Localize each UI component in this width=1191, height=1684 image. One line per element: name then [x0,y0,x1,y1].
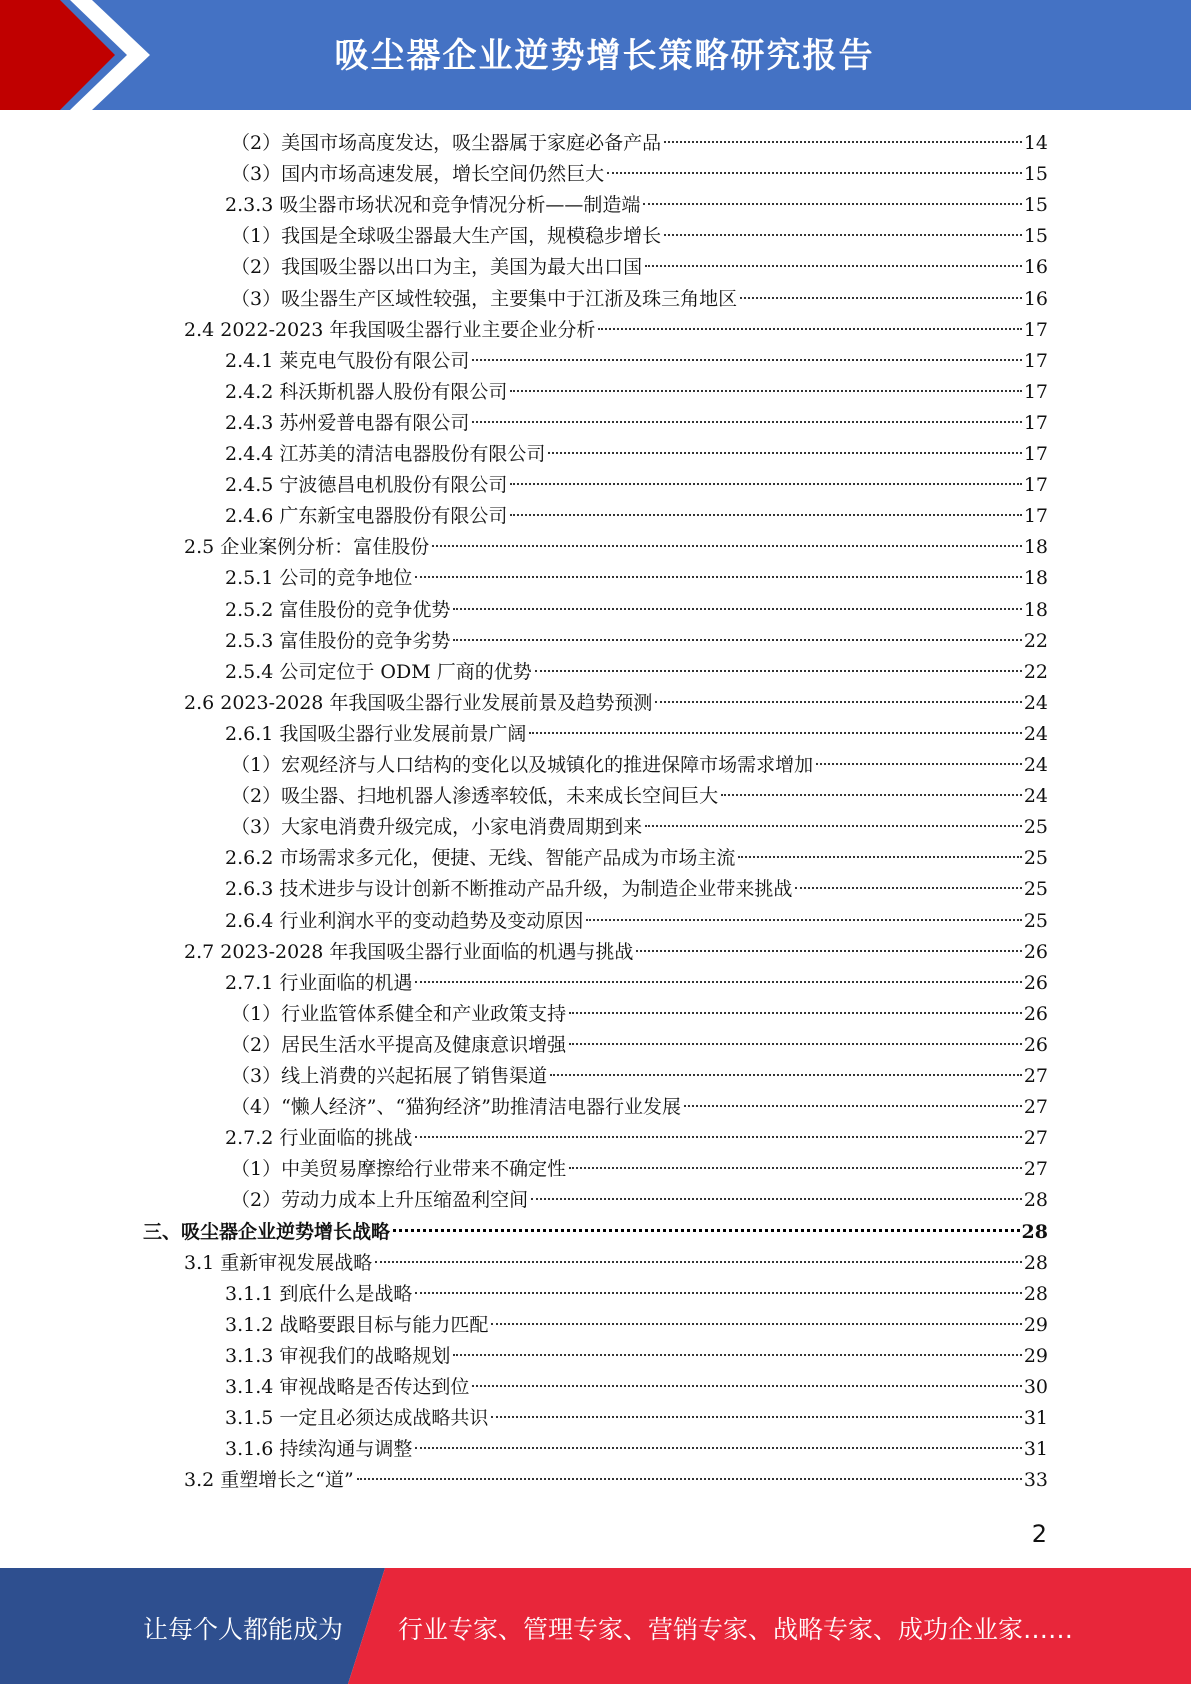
toc-entry-title: （2）美国市场高度发达，吸尘器属于家庭必备产品 [231,132,662,154]
toc-entry[interactable] [231,159,1048,190]
toc-entry-page: 27 [1023,1096,1048,1119]
toc-entry-page: 24 [1023,785,1048,808]
toc-entry-title: 2.6 2023-2028 年我国吸尘器行业发展前景及趋势预测 [184,691,653,714]
toc-entry[interactable] [225,1403,1048,1434]
toc-entry-title: 2.4.3 苏州爱普电器有限公司 [225,411,470,434]
toc-leader-dots [510,483,1021,485]
toc-entry-page: 33 [1023,1469,1048,1492]
toc-leader-dots [664,141,1022,143]
toc-entry[interactable] [231,812,1048,843]
toc-entry[interactable] [184,937,1048,968]
toc-entry[interactable] [231,750,1048,781]
toc-entry[interactable] [225,1310,1048,1341]
toc-entry-title: 3.1 重新审视发展战略 [184,1251,373,1274]
toc-leader-dots [598,328,1021,330]
toc-entry-page: 25 [1023,878,1048,901]
toc-entry-page: 29 [1023,1313,1048,1336]
toc-entry-title: （3）吸尘器生产区域性较强，主要集中于江浙及珠三角地区 [231,287,738,310]
toc-entry-title: 三、吸尘器企业逆势增长战略 [143,1220,391,1243]
toc-entry[interactable] [225,346,1048,377]
toc-entry-title: （1）宏观经济与人口结构的变化以及城镇化的推进保障市场需求增加 [231,754,814,776]
toc-entry-page: 30 [1023,1376,1048,1398]
toc-entry-page: 17 [1023,474,1048,497]
toc-entry[interactable] [225,595,1048,626]
toc-leader-dots [548,452,1021,454]
toc-entry[interactable] [184,532,1048,563]
toc-entry-title: 3.1.1 到底什么是战略 [225,1282,413,1305]
toc-entry-page: 24 [1023,691,1048,714]
toc-entry-title: 2.4.1 莱克电气股份有限公司 [225,349,470,372]
toc-entry-page: 25 [1023,909,1048,932]
toc-entry-title: 2.4.4 江苏美的清洁电器股份有限公司 [225,443,546,465]
toc-leader-dots [510,514,1021,516]
toc-leader-dots [655,701,1021,703]
toc-entry[interactable] [143,1217,1048,1248]
toc-entry-page: 27 [1023,1127,1048,1150]
toc-entry[interactable] [225,501,1048,532]
toc-entry[interactable] [184,688,1048,719]
toc-entry-page: 17 [1023,505,1048,528]
toc-leader-dots [415,576,1021,578]
toc-entry-title: 2.7.1 行业面临的机遇 [225,971,413,994]
toc-leader-dots [645,265,1022,267]
toc-entry[interactable] [231,781,1048,812]
toc-leader-dots [453,1354,1021,1356]
toc-entry-page: 26 [1023,1033,1048,1056]
toc-entry[interactable] [225,906,1048,937]
toc-leader-dots [357,1478,1022,1480]
toc-leader-dots [645,825,1022,827]
toc-entry-title: 3.1.2 战略要跟目标与能力匹配 [225,1313,489,1336]
toc-entry-title: 2.5 企业案例分析：富佳股份 [184,536,430,559]
toc-entry[interactable] [225,843,1048,874]
toc-entry[interactable] [225,408,1048,439]
toc-entry-page: 24 [1023,722,1048,745]
toc-entry-page: 27 [1023,1158,1048,1181]
toc-leader-dots [721,794,1022,796]
report-title: 吸尘器企业逆势增长策略研究报告 [334,36,875,76]
toc-entry-title: （1）行业监管体系健全和产业政策支持 [231,1002,567,1025]
toc-entry-title: 3.1.5 一定且必须达成战略共识 [225,1407,489,1430]
toc-entry-page: 22 [1023,629,1048,652]
toc-leader-dots [415,1136,1021,1138]
toc-leader-dots [375,1261,1022,1263]
toc-leader-dots [491,1323,1021,1325]
toc-entry-page: 31 [1023,1438,1048,1461]
toc-entry-page: 25 [1023,847,1048,870]
toc-entry[interactable] [231,999,1048,1030]
toc-leader-dots [684,1105,1022,1107]
toc-entry-title: （3）大家电消费升级完成，小家电消费周期到来 [231,816,643,839]
toc-entry-title: （3）线上消费的兴起拓展了销售渠道 [231,1065,548,1087]
toc-entry-page: 25 [1023,816,1048,839]
toc-entry-page: 28 [1023,1189,1048,1212]
toc-entry-title: 2.4.6 广东新宝电器股份有限公司 [225,505,508,528]
toc-leader-dots [415,981,1021,983]
toc-leader-dots [472,359,1021,361]
toc-entry-title: （2）劳动力成本上升压缩盈利空间 [231,1189,529,1212]
toc-entry-page: 18 [1023,598,1048,621]
toc-entry-page: 26 [1023,1002,1048,1025]
toc-leader-dots [472,1385,1021,1387]
toc-entry-page: 16 [1023,287,1048,310]
toc-leader-dots [453,608,1021,610]
toc-entry[interactable] [225,190,1048,221]
toc-leader-dots [415,1292,1021,1294]
toc-entry-title: （2）吸尘器、扫地机器人渗透率较低，未来成长空间巨大 [231,785,719,808]
page-footer [0,1568,1191,1684]
toc-entry-title: 2.5.2 富佳股份的竞争优势 [225,598,451,621]
toc-leader-dots [795,887,1021,889]
page-header [0,0,1191,110]
toc-entry-page: 17 [1023,411,1048,434]
toc-entry-page: 15 [1023,163,1048,186]
toc-leader-dots [393,1229,1020,1232]
toc-entry-page: 15 [1023,225,1048,248]
toc-entry-page: 16 [1023,256,1048,279]
toc-entry-title: （3）国内市场高速发展，增长空间仍然巨大 [231,163,605,186]
toc-entry-page: 17 [1023,380,1048,403]
toc-entry-page: 26 [1023,971,1048,994]
toc-leader-dots [607,172,1022,174]
toc-leader-dots [535,670,1022,672]
toc-entry-page: 29 [1023,1344,1048,1367]
toc-entry-title: （1）我国是全球吸尘器最大生产国，规模稳步增长 [231,225,662,248]
toc-entry[interactable] [225,719,1048,750]
toc-leader-dots [415,1447,1021,1449]
toc-entry[interactable] [184,1465,1048,1496]
toc-entry-title: 2.6.2 市场需求多元化，便捷、无线、智能产品成为市场主流 [225,847,736,870]
toc-entry-page: 17 [1023,318,1048,341]
toc-leader-dots [664,234,1022,236]
toc-entry[interactable] [231,1061,1048,1092]
footer-slogan-right: 行业专家、管理专家、营销专家、战略专家、成功企业家…… [398,1615,1074,1644]
toc-leader-dots [472,421,1021,423]
toc-entry-title: 3.1.4 审视战略是否传达到位 [225,1376,470,1398]
toc-entry[interactable] [184,1248,1048,1279]
toc-entry-page: 27 [1023,1065,1048,1087]
toc-entry-title: 2.3.3 吸尘器市场状况和竞争情况分析——制造端 [225,194,641,217]
toc-entry-title: 2.5.1 公司的竞争地位 [225,567,413,590]
toc-leader-dots [816,763,1022,765]
toc-entry-title: 2.4 2022-2023 年我国吸尘器行业主要企业分析 [184,318,596,341]
toc-entry[interactable] [231,1030,1048,1061]
toc-entry-page: 14 [1023,132,1048,154]
toc-entry[interactable] [231,284,1048,315]
toc-entry-title: 2.7.2 行业面临的挑战 [225,1127,413,1150]
toc-entry[interactable] [231,128,1048,159]
toc-leader-dots [531,1198,1022,1200]
toc-entry[interactable] [225,470,1048,501]
toc-entry-page: 28 [1021,1220,1048,1243]
toc-leader-dots [491,1416,1021,1418]
toc-entry-page: 22 [1023,660,1048,683]
toc-entry[interactable] [225,626,1048,657]
toc-entry[interactable] [231,221,1048,252]
toc-entry[interactable] [225,1372,1048,1403]
toc-entry-title: 2.4.5 宁波德昌电机股份有限公司 [225,474,508,497]
toc-entry[interactable] [225,657,1048,688]
toc-entry[interactable] [231,1154,1048,1185]
toc-entry-page: 18 [1023,536,1048,559]
toc-entry-title: （2）居民生活水平提高及健康意识增强 [231,1033,567,1056]
toc-entry-title: 3.1.6 持续沟通与调整 [225,1438,413,1461]
toc-entry-page: 18 [1023,567,1048,590]
toc-entry[interactable] [225,1279,1048,1310]
toc-entry-title: （2）我国吸尘器以出口为主，美国为最大出口国 [231,256,643,279]
toc-entry-title: 2.5.3 富佳股份的竞争劣势 [225,629,451,652]
toc-entry-title: 2.4.2 科沃斯机器人股份有限公司 [225,380,508,403]
toc-entry[interactable] [184,315,1048,346]
toc-entry-title: 3.2 重塑增长之“道” [184,1469,354,1492]
toc-entry-title: 2.6.3 技术进步与设计创新不断推动产品升级，为制造企业带来挑战 [225,878,793,901]
toc-entry-page: 28 [1023,1251,1048,1274]
toc-entry-page: 31 [1023,1407,1048,1430]
toc-entry-title: （1）中美贸易摩擦给行业带来不确定性 [231,1158,567,1181]
toc-entry-title: 3.1.3 审视我们的战略规划 [225,1344,451,1367]
toc-leader-dots [432,545,1022,547]
toc-entry[interactable] [225,563,1048,594]
toc-entry-page: 17 [1023,443,1048,465]
toc-leader-dots [740,297,1022,299]
toc-entry[interactable] [225,1341,1048,1372]
toc-entry[interactable] [225,377,1048,408]
toc-leader-dots [643,203,1021,205]
toc-entry[interactable] [225,439,1048,470]
toc-leader-dots [529,732,1021,734]
footer-slogan-left: 让每个人都能成为 [143,1615,344,1644]
toc-entry[interactable] [225,874,1048,905]
toc-entry[interactable] [231,1185,1048,1216]
toc-entry[interactable] [231,1092,1048,1123]
toc-leader-dots [550,1074,1022,1076]
toc-entry[interactable] [231,252,1048,283]
toc-entry-title: 2.6.4 行业利润水平的变动趋势及变动原因 [225,909,584,932]
toc-entry[interactable] [225,1434,1048,1465]
toc-entry[interactable] [225,1123,1048,1154]
toc-leader-dots [453,639,1021,641]
toc-entry-title: 2.6.1 我国吸尘器行业发展前景广阔 [225,722,527,745]
toc-entry-title: （4）“懒人经济”、“猫狗经济”助推清洁电器行业发展 [231,1096,681,1119]
toc-leader-dots [569,1167,1022,1169]
toc-leader-dots [569,1043,1022,1045]
page-number: 2 [1031,1520,1047,1548]
toc-entry[interactable] [225,968,1048,999]
toc-leader-dots [738,856,1021,858]
toc-entry-page: 15 [1023,194,1048,217]
toc-leader-dots [569,1012,1022,1014]
toc-leader-dots [510,390,1021,392]
toc-entry-page: 17 [1023,349,1048,372]
toc-entry-page: 26 [1023,940,1048,963]
toc-entry-page: 28 [1023,1282,1048,1305]
toc-leader-dots [586,919,1021,921]
toc-entry-page: 24 [1023,754,1048,776]
toc-entry-title: 2.5.4 公司定位于 ODM 厂商的优势 [225,660,532,683]
toc-leader-dots [636,950,1021,952]
toc-entry-title: 2.7 2023-2028 年我国吸尘器行业面临的机遇与挑战 [184,940,634,963]
